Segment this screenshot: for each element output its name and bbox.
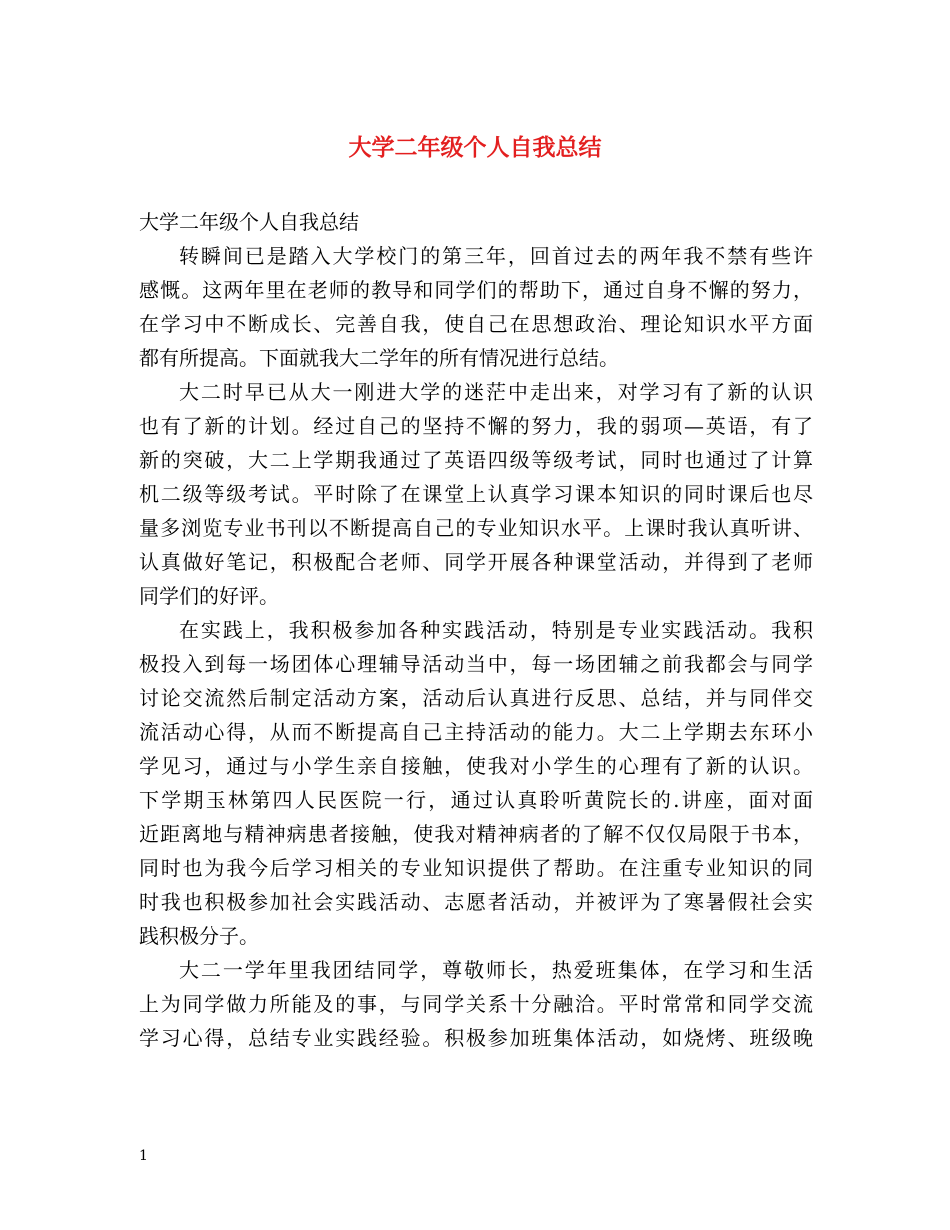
paragraph-line: 大二时早已从大一刚进大学的迷茫中走出来，对学习有了新的认识 (179, 380, 813, 404)
paragraph (139, 239, 813, 375)
document-title: 大学二年级个人自我总结 (348, 134, 602, 161)
paragraph-line: 认真做好笔记，积极配合老师、同学开展各种课堂活动，并得到了老师 (139, 550, 813, 574)
paragraph-line: 在学习中不断成长、完善自我，使自己在思想政治、理论知识水平方面 (139, 312, 813, 336)
paragraph-line: 学见习，通过与小学生亲自接触，使我对小学生的心理有了新的认识。 (139, 754, 813, 778)
paragraph-line: 时我也积极参加社会实践活动、志愿者活动，并被评为了寒暑假社会实 (139, 890, 813, 914)
paragraph (139, 613, 813, 953)
paragraph-line: 都有所提高。下面就我大二学年的所有情况进行总结。 (139, 346, 619, 370)
paragraph-line: 下学期玉林第四人民医院一行，通过认真聆听黄院长的.讲座，面对面 (139, 788, 813, 812)
paragraph (139, 375, 813, 613)
paragraph-line: 大二一学年里我团结同学，尊敬师长，热爱班集体，在学习和生活 (179, 958, 813, 982)
paragraph-line: 同学们的好评。 (139, 584, 279, 608)
paragraph-line: 讨论交流然后制定活动方案，活动后认真进行反思、总结，并与同伴交 (139, 686, 813, 710)
page-number: 1 (139, 1148, 148, 1164)
document-subtitle: 大学二年级个人自我总结 (139, 210, 359, 234)
paragraph-line: 量多浏览专业书刊以不断提高自己的专业知识水平。上课时我认真听讲、 (139, 516, 813, 540)
paragraph-line: 新的突破，大二上学期我通过了英语四级等级考试，同时也通过了计算 (139, 448, 813, 472)
paragraph-line: 机二级等级考试。平时除了在课堂上认真学习课本知识的同时课后也尽 (139, 482, 813, 506)
paragraph-line: 上为同学做力所能及的事，与同学关系十分融洽。平时常常和同学交流 (139, 992, 813, 1016)
paragraph-line: 转瞬间已是踏入大学校门的第三年，回首过去的两年我不禁有些许 (179, 244, 813, 268)
paragraph-line: 同时也为我今后学习相关的专业知识提供了帮助。在注重专业知识的同 (139, 856, 813, 880)
paragraph-line: 在实践上，我积极参加各种实践活动，特别是专业实践活动。我积 (179, 618, 813, 642)
paragraph (139, 953, 813, 1055)
paragraph-line: 近距离地与精神病患者接触，使我对精神病者的了解不仅仅局限于书本， (139, 822, 813, 846)
document-body (139, 205, 813, 1055)
paragraph-line: 也有了新的计划。经过自己的坚持不懈的努力，我的弱项—英语，有了 (139, 414, 813, 438)
paragraph-line: 流活动心得，从而不断提高自己主持活动的能力。大二上学期去东环小 (139, 720, 813, 744)
paragraph-list (139, 239, 813, 1055)
paragraph-line: 践积极分子。 (139, 924, 259, 948)
paragraph-line: 感慨。这两年里在老师的教导和同学们的帮助下，通过自身不懈的努力， (139, 278, 813, 302)
paragraph-line: 极投入到每一场团体心理辅导活动当中，每一场团辅之前我都会与同学 (139, 652, 813, 676)
paragraph-line: 学习心得，总结专业实践经验。积极参加班集体活动，如烧烤、班级晚 (139, 1026, 813, 1050)
